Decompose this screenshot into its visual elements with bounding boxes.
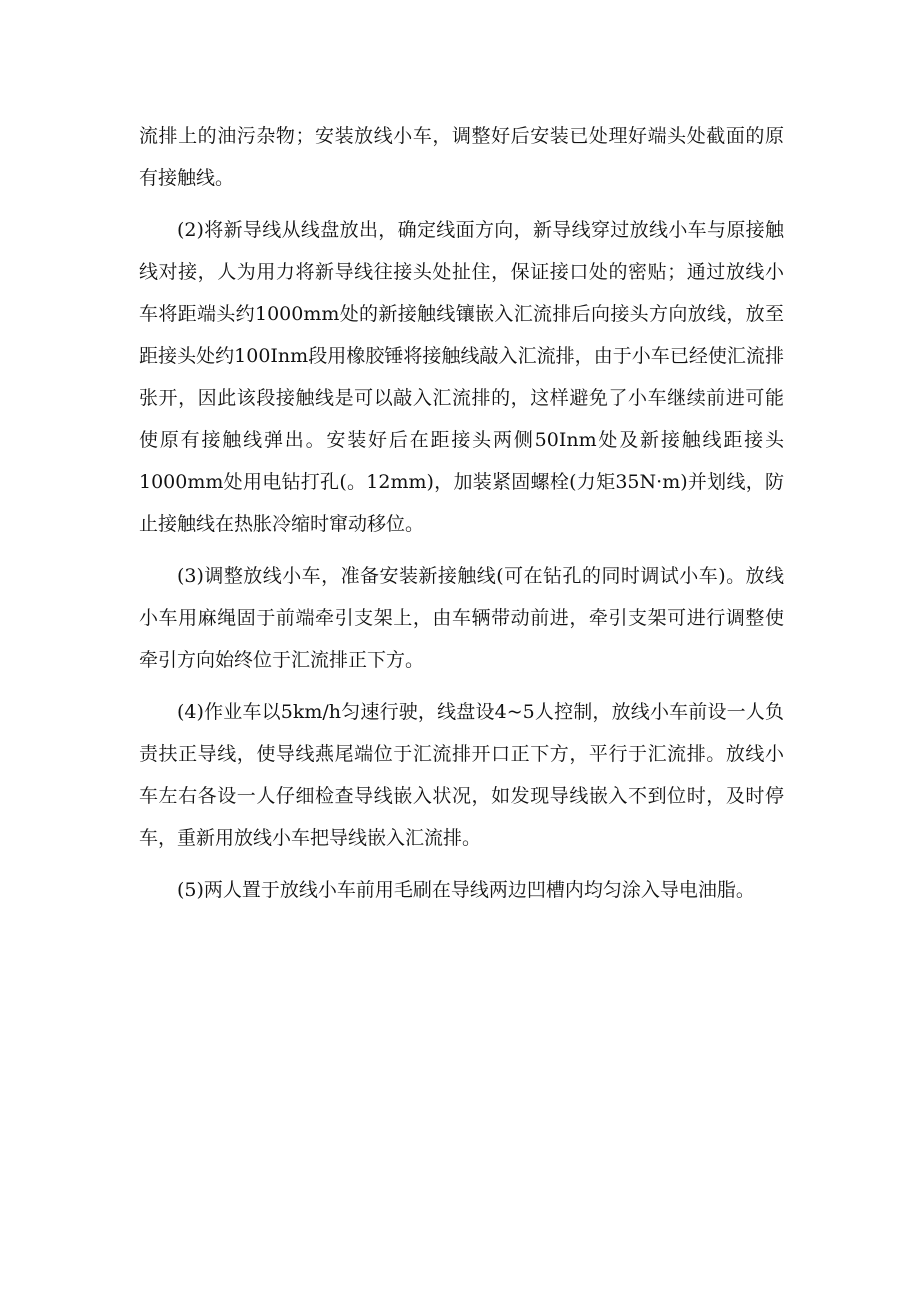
paragraph-continuation: 流排上的油污杂物；安装放线小车，调整好后安装已处理好端头处截面的原有接触线。	[139, 125, 784, 189]
document-body	[139, 115, 784, 911]
paragraph-step-2: (2)将新导线从线盘放出，确定线面方向，新导线穿过放线小车与原接触线对接，人为用力将新导线往接头处扯住，保证接口处的密贴；通过放线小车将距端头约1000mm处的新接触线镶嵌入汇流排后向接头方向放线，放至距接头处约100Inm段用橡胶锤将接触线敲入汇流排，由于小车已经使汇流排张开，因此该段接触线是可以敲入汇流排的，这样避免了小车继续前进可能使原有接触线弹出。安装好后在距接头两侧50Inm处及新接触线距接头1000mm处用电钻打孔(。12mm)，加装紧固螺栓(力矩35N·m)并划线，防止接触线在热胀冷缩时窜动移位。	[139, 219, 784, 535]
paragraph-step-4: (4)作业车以5km/h匀速行驶，线盘设4~5人控制，放线小车前设一人负责扶正导线，使导线燕尾端位于汇流排开口正下方，平行于汇流排。放线小车左右各设一人仔细检查导线嵌入状况，如发现导线嵌入不到位时，及时停车，重新用放线小车把导线嵌入汇流排。	[139, 701, 784, 849]
paragraph-step-3: (3)调整放线小车，准备安装新接触线(可在钻孔的同时调试小车)。放线小车用麻绳固于前端牵引支架上，由车辆带动前进，牵引支架可进行调整使牵引方向始终位于汇流排正下方。	[139, 565, 784, 671]
paragraph-step-5: (5)两人置于放线小车前用毛刷在导线两边凹槽内均匀涂入导电油脂。	[177, 879, 755, 901]
